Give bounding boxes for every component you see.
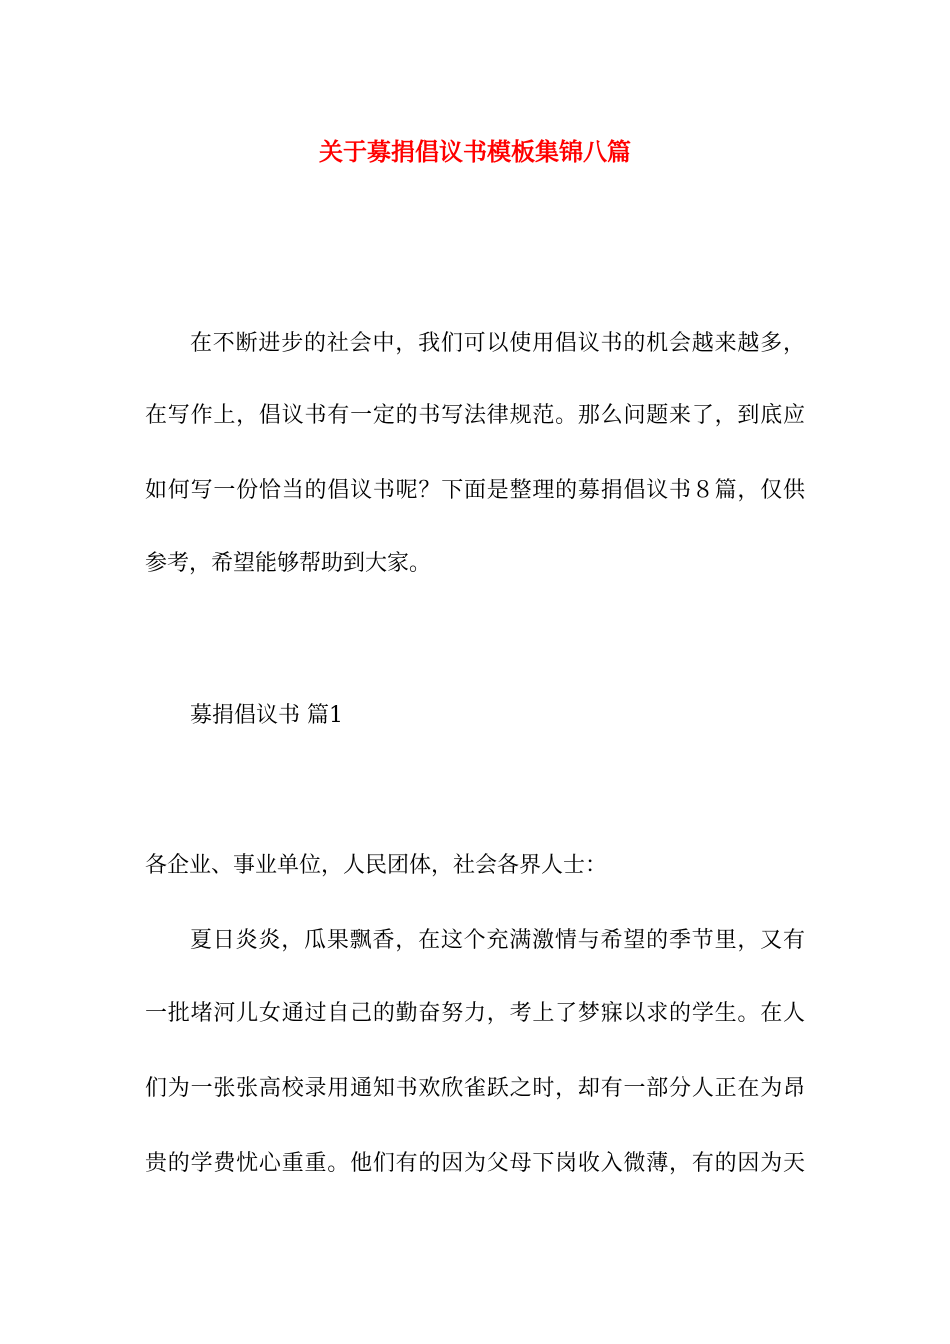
body-line-4: 贵的学费忧心重重。他们有的因为父母下岗收入微薄，有的因为天 (145, 1151, 805, 1176)
intro-line-1: 在不断进步的社会中，我们可以使用倡议书的机会越来越多， (190, 331, 805, 356)
intro-line-4: 参考，希望能够帮助到大家。 (145, 551, 432, 576)
intro-line-3: 如何写一份恰当的倡议书呢？下面是整理的募捐倡议书８篇，仅供 (145, 478, 805, 503)
body-line-3: 们为一张张高校录用通知书欢欣雀跃之时，却有一部分人正在为昂 (145, 1076, 805, 1101)
salutation: 各企业、事业单位，人民团体，社会各界人士： (145, 853, 608, 878)
document-title: 关于募捐倡议书模板集锦八篇 (319, 138, 631, 166)
body-line-2: 一批堵河儿女通过自己的勤奋努力，考上了梦寐以求的学生。在人 (145, 1001, 805, 1026)
intro-line-2: 在写作上，倡议书有一定的书写法律规范。那么问题来了，到底应 (145, 403, 805, 428)
body-line-1: 夏日炎炎，瓜果飘香，在这个充满激情与希望的季节里，又有 (190, 928, 805, 953)
section-heading: 募捐倡议书 篇1 (190, 703, 343, 728)
